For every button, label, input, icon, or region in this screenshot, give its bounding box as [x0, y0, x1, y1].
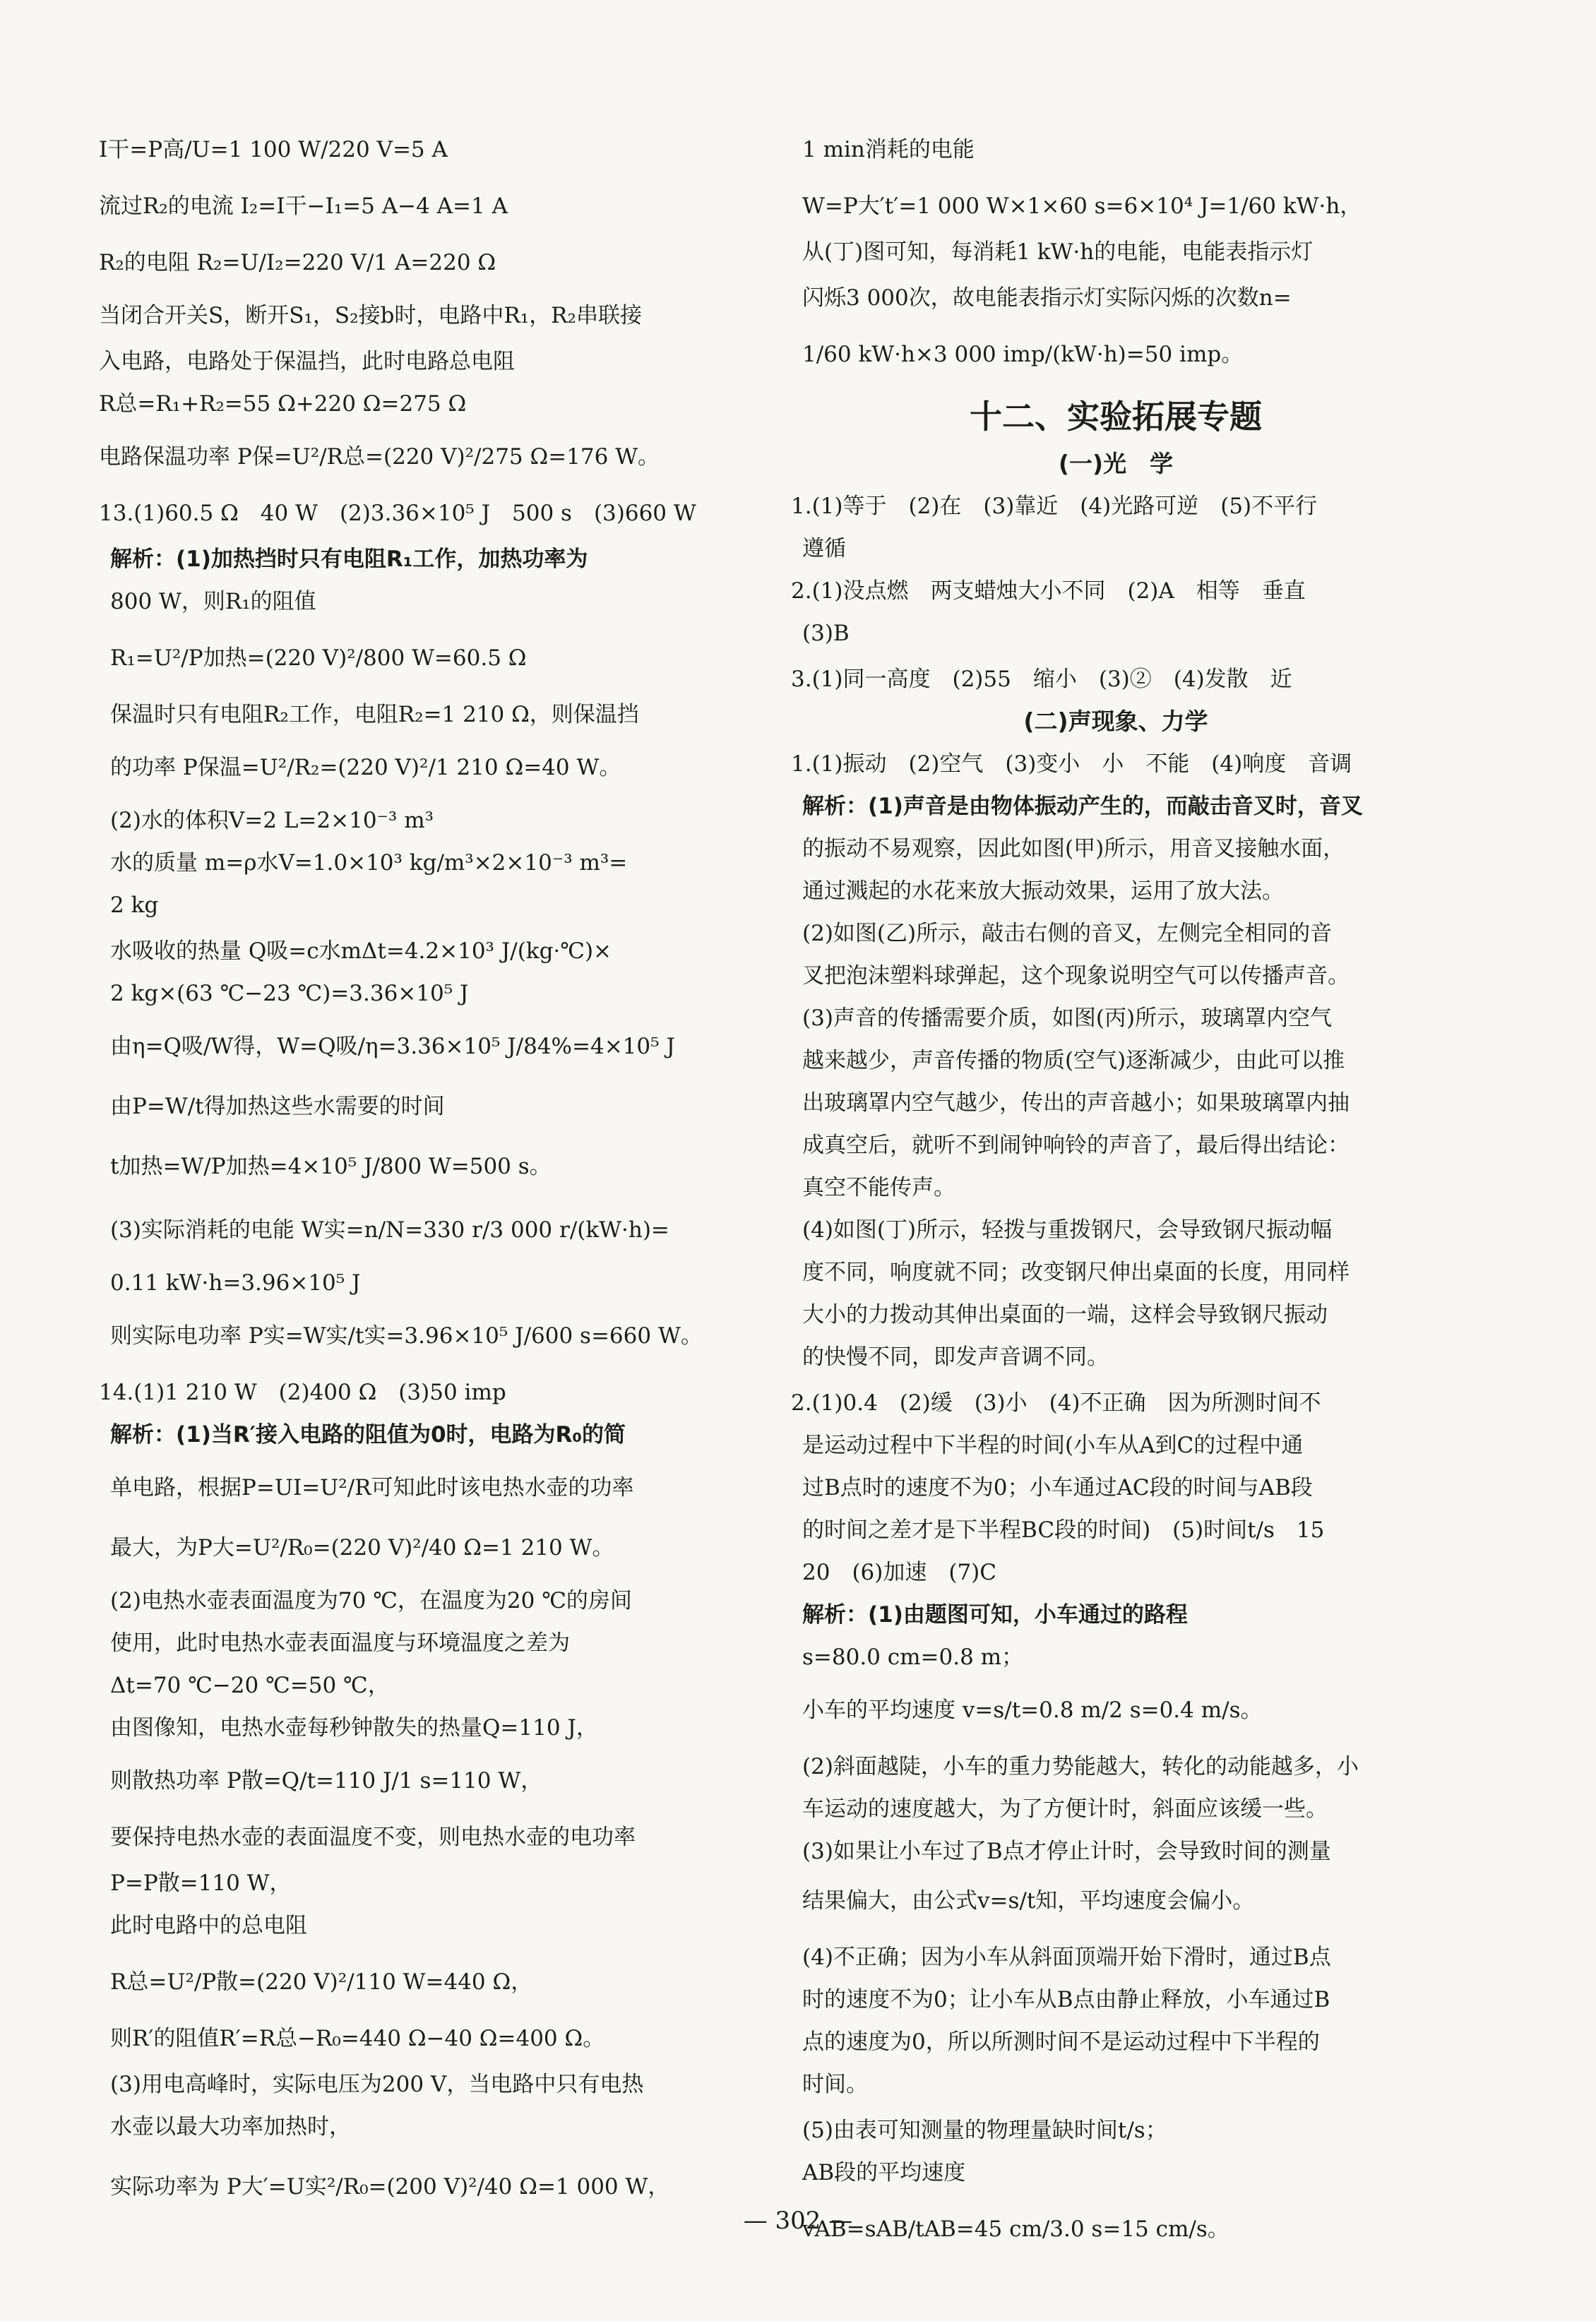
answer-14: 14.(1)1 210 W (2)400 Ω (3)50 imp: [99, 1380, 506, 1405]
text-line: 车运动的速度越大，为了方便计时，斜面应该缓一些。: [802, 1796, 1328, 1822]
text-line: AB段的平均速度: [802, 2160, 966, 2185]
text-line: 水壶以最大功率加热时，: [110, 2114, 351, 2140]
text-line: (3)声音的传播需要介质，如图(丙)所示，玻璃罩内空气: [802, 1006, 1333, 1031]
text-line: t加热=W/P加热=4×10⁵ J/800 W=500 s。: [110, 1154, 552, 1179]
text-line: 是运动过程中下半程的时间(小车从A到C的过程中通: [802, 1433, 1304, 1458]
section-title: 十二、实验拓展专题: [970, 398, 1262, 436]
text-line: (2)斜面越陡，小车的重力势能越大，转化的动能越多，小: [802, 1754, 1359, 1779]
answer-optics-2: 2.(1)没点燃 两支蜡烛大小不同 (2)A 相等 垂直: [791, 578, 1306, 604]
text-line: 要保持电热水壶的表面温度不变，则电热水壶的电功率: [110, 1825, 636, 1850]
text-line: 时间。: [802, 2072, 868, 2097]
text-line: (4)如图(丁)所示，轻拨与重拨钢尺，会导致钢尺振动幅: [802, 1217, 1333, 1243]
text-line: 闪烁3 000次，故电能表指示灯实际闪烁的次数n=: [802, 285, 1292, 311]
text-line: 20 (6)加速 (7)C: [802, 1560, 996, 1585]
text-line: (2)水的体积V=2 L=2×10⁻³ m³: [110, 808, 434, 833]
text-line: 水吸收的热量 Q吸=c水mΔt=4.2×10³ J/(kg·℃)×: [110, 938, 612, 964]
text-line: 的快慢不同，即发声音调不同。: [802, 1344, 1109, 1370]
text-line: Δt=70 ℃−20 ℃=50 ℃，: [110, 1673, 390, 1698]
analysis-label: 解析：(1)由题图可知，小车通过的路程: [802, 1602, 1188, 1628]
text-line: (2)电热水壶表面温度为70 ℃，在温度为20 ℃的房间: [110, 1588, 632, 1613]
text-line: 1 min消耗的电能: [802, 137, 975, 162]
answer-optics-3: 3.(1)同一高度 (2)55 缩小 (3)② (4)发散 近: [791, 667, 1292, 692]
text-line: 则R′的阻值R′=R总−R₀=440 Ω−40 Ω=400 Ω。: [110, 2026, 605, 2051]
text-line: (5)由表可知测量的物理量缺时间t/s；: [802, 2118, 1167, 2143]
text-line: R总=U²/P散=(220 V)²/110 W=440 Ω，: [110, 1969, 533, 1995]
text-line: 点的速度为0，所以所测时间不是运动过程中下半程的: [802, 2029, 1320, 2055]
text-line: W=P大′t′=1 000 W×1×60 s=6×10⁴ J=1/60 kW·h，: [802, 193, 1362, 219]
text-line: 最大，为P大=U²/R₀=(220 V)²/40 Ω=1 210 W。: [110, 1535, 614, 1561]
answer-sound-2: 2.(1)0.4 (2)缓 (3)小 (4)不正确 因为所测时间不: [791, 1390, 1321, 1416]
text-line: (3)B: [802, 621, 850, 646]
text-line: 从(丁)图可知，每消耗1 kW·h的电能，电能表指示灯: [802, 239, 1314, 265]
page-number: — 302 —: [743, 2207, 853, 2235]
text-line: 真空不能传声。: [802, 1175, 955, 1200]
text-line: 则散热功率 P散=Q/t=110 J/1 s=110 W，: [110, 1768, 543, 1794]
text-line: 800 W，则R₁的阻值: [110, 589, 316, 614]
text-line: 入电路，电路处于保温挡，此时电路总电阻: [99, 349, 515, 374]
answer-13: 13.(1)60.5 Ω 40 W (2)3.36×10⁵ J 500 s (3)660 W: [99, 501, 696, 526]
text-line: 时的速度不为0；让小车从B点由静止释放，小车通过B: [802, 1987, 1330, 2012]
text-line: 则实际电功率 P实=W实/t实=3.96×10⁵ J/600 s=660 W。: [110, 1323, 703, 1349]
text-line: 结果偏大，由公式v=s/t知，平均速度会偏小。: [802, 1888, 1255, 1914]
text-line: 1/60 kW·h×3 000 imp/(kW·h)=50 imp。: [802, 342, 1244, 367]
text-line: 遵循: [802, 536, 846, 561]
text-line: (3)实际消耗的电能 W实=n/N=330 r/3 000 r/(kW·h)=: [110, 1217, 669, 1243]
text-line: 成真空后，就听不到闹钟响铃的声音了，最后得出结论：: [802, 1133, 1350, 1158]
subsection-title-optics: (一)光 学: [1058, 450, 1174, 477]
text-line: 当闭合开关S，断开S₁，S₂接b时，电路中R₁，R₂串联接: [99, 303, 642, 328]
text-line: (3)用电高峰时，实际电压为200 V，当电路中只有电热: [110, 2072, 644, 2097]
text-line: 实际功率为 P大′=U实²/R₀=(200 V)²/40 Ω=1 000 W，: [110, 2174, 670, 2200]
text-line: R₂的电阻 R₂=U/I₂=220 V/1 A=220 Ω: [99, 250, 496, 275]
text-line: 叉把泡沫塑料球弹起，这个现象说明空气可以传播声音。: [802, 963, 1350, 989]
text-line: R₁=U²/P加热=(220 V)²/800 W=60.5 Ω: [110, 645, 527, 671]
text-line: (2)如图(乙)所示，敲击右侧的音叉，左侧完全相同的音: [802, 921, 1333, 946]
text-line: 流过R₂的电流 I₂=I干−I₁=5 A−4 A=1 A: [99, 193, 508, 219]
text-line: 度不同，响度就不同；改变钢尺伸出桌面的长度，用同样: [802, 1260, 1350, 1285]
answer-optics-1: 1.(1)等于 (2)在 (3)靠近 (4)光路可逆 (5)不平行: [791, 494, 1318, 519]
text-line: 越来越少，声音传播的物质(空气)逐渐减少，由此可以推: [802, 1048, 1345, 1073]
text-line: 单电路，根据P=UI=U²/R可知此时该电热水壶的功率: [110, 1475, 634, 1500]
text-line: vAB=sAB/tAB=45 cm/3.0 s=15 cm/s。: [802, 2216, 1229, 2242]
text-line: 的功率 P保温=U²/R₂=(220 V)²/1 210 Ω=40 W。: [110, 755, 621, 780]
text-line: 此时电路中的总电阻: [110, 1913, 307, 1938]
text-line: 的振动不易观察，因此如图(甲)所示，用音叉接触水面，: [802, 836, 1345, 861]
subsection-title-sound-mechanics: (二)声现象、力学: [1023, 708, 1208, 735]
text-line: 保温时只有电阻R₂工作，电阻R₂=1 210 Ω，则保温挡: [110, 702, 639, 727]
analysis-label: 解析：(1)声音是由物体振动产生的，而敲击音叉时，音叉: [802, 794, 1363, 819]
text-line: 出玻璃罩内空气越少，传出的声音越小；如果玻璃罩内抽: [802, 1090, 1350, 1116]
text-line: 0.11 kW·h=3.96×10⁵ J: [110, 1270, 361, 1296]
text-line: s=80.0 cm=0.8 m；: [802, 1645, 1024, 1670]
analysis-label: 解析：(1)加热挡时只有电阻R₁工作，加热功率为: [110, 547, 588, 572]
text-line: 的时间之差才是下半程BC段的时间) (5)时间t/s 15: [802, 1517, 1325, 1543]
text-line: 水的质量 m=ρ水V=1.0×10³ kg/m³×2×10⁻³ m³=: [110, 850, 628, 876]
text-line: 通过溅起的水花来放大振动效果，运用了放大法。: [802, 878, 1284, 904]
text-line: R总=R₁+R₂=55 Ω+220 Ω=275 Ω: [99, 391, 467, 417]
text-line: 使用，此时电热水壶表面温度与环境温度之差为: [110, 1630, 570, 1656]
text-line: 由图像知，电热水壶每秒钟散失的热量Q=110 J，: [110, 1715, 598, 1741]
text-line: P=P散=110 W，: [110, 1870, 292, 1896]
text-line: 电路保温功率 P保=U²/R总=(220 V)²/275 Ω=176 W。: [99, 444, 660, 470]
text-line: (3)如果让小车过了B点才停止计时，会导致时间的测量: [802, 1839, 1331, 1864]
answer-sound-1: 1.(1)振动 (2)空气 (3)变小 小 不能 (4)响度 音调: [791, 751, 1352, 777]
text-line: (4)不正确；因为小车从斜面顶端开始下滑时，通过B点: [802, 1945, 1331, 1970]
text-line: 由P=W/t得加热这些水需要的时间: [110, 1094, 445, 1119]
analysis-label: 解析：(1)当R′接入电路的阻值为0时，电路为R₀的简: [110, 1422, 626, 1448]
text-line: 小车的平均速度 v=s/t=0.8 m/2 s=0.4 m/s。: [802, 1698, 1263, 1723]
text-line: 2 kg: [110, 893, 159, 918]
text-line: 过B点时的速度不为0；小车通过AC段的时间与AB段: [802, 1475, 1313, 1500]
text-line: I干=P高/U=1 100 W/220 V=5 A: [99, 137, 448, 162]
text-line: 大小的力拨动其伸出桌面的一端，这样会导致钢尺振动: [802, 1302, 1328, 1327]
text-line: 2 kg×(63 ℃−23 ℃)=3.36×10⁵ J: [110, 981, 469, 1006]
text-line: 由η=Q吸/W得，W=Q吸/η=3.36×10⁵ J/84%=4×10⁵ J: [110, 1034, 675, 1059]
